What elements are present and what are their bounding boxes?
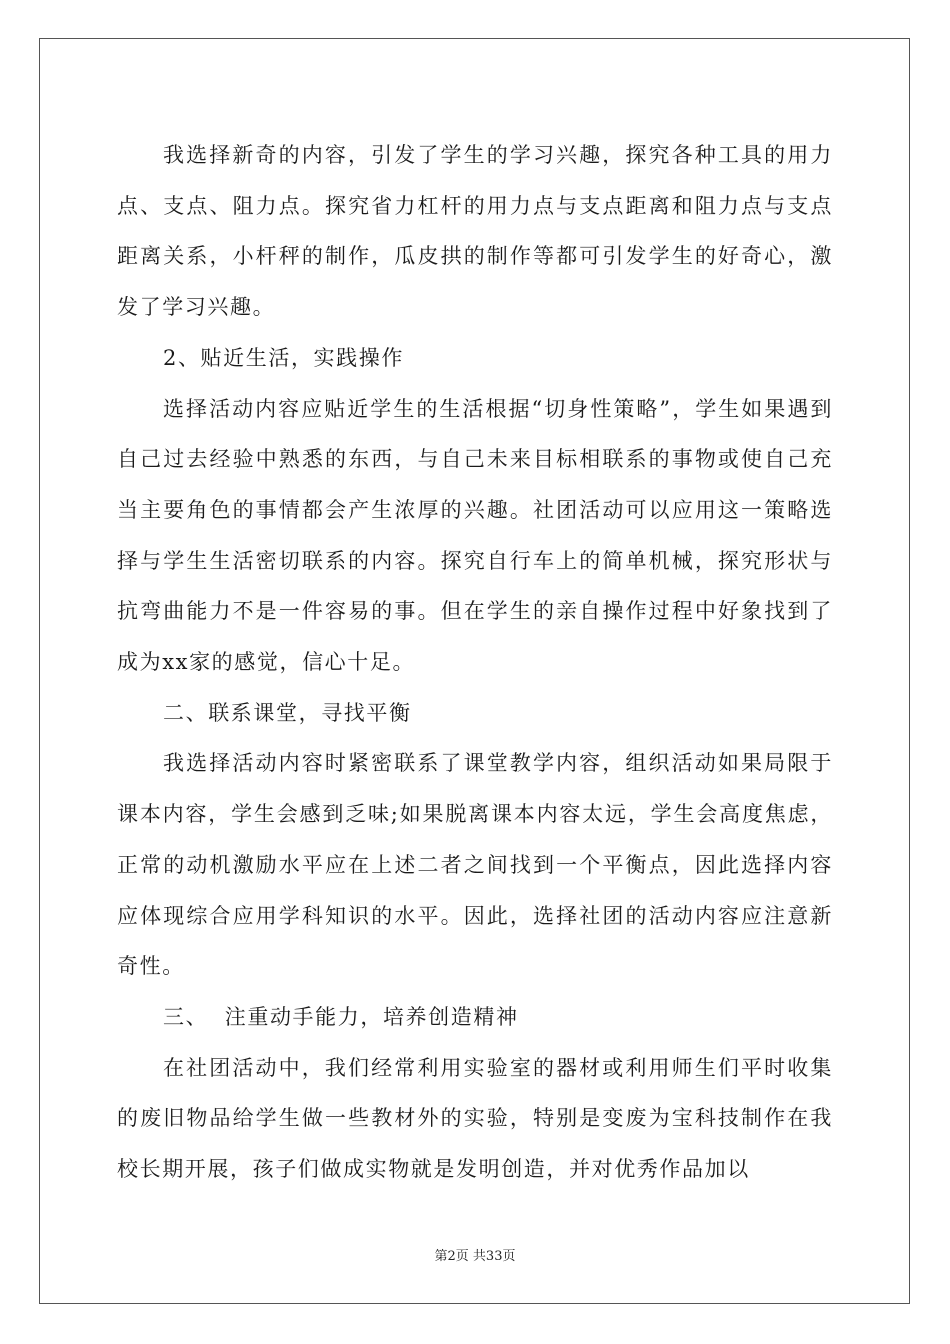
section-heading-link-classroom: 二、联系课堂，寻找平衡 [163,700,412,725]
document-body [117,130,833,1195]
paragraph-novel-content: 我选择新奇的内容，引发了学生的学习兴趣，探究各种工具的用力点、支点、阻力点。探究省力杠杆的用力点与支点距离和阻力点与支点距离关系，小杆秤的制作，瓜皮拱的制作等都可引发学生的好奇心，激发了学习兴趣。 [117,143,833,320]
paragraph-relevance-strategy: 选择活动内容应贴近学生的生活根据“切身性策略”，学生如果遇到自己过去经验中熟悉的东西，与自己未来目标相联系的事物或使自己充当主要角色的事情都会产生浓厚的兴趣。社团活动可以应用这一策略选择与学生生活密切联系的内容。探究自行车上的简单机械，探究形状与抗弯曲能力不是一件容易的事。但在学生的亲自操作过程中好象找到了成为xx家的感觉，信心十足。 [117,396,833,675]
page-number-footer: 第2页 共33页 [434,1249,516,1264]
paragraph-classroom-balance: 我选择活动内容时紧密联系了课堂教学内容，组织活动如果局限于课本内容，学生会感到乏味;如果脱离课本内容太远，学生会高度焦虑，正常的动机激励水平应在上述二者之间找到一个平衡点，因此选择内容应体现综合应用学科知识的水平。因此，选择社团的活动内容应注意新奇性。 [117,751,833,979]
paragraph-club-activities: 在社团活动中，我们经常利用实验室的器材或利用师生们平时收集的废旧物品给学生做一些教材外的实验，特别是变废为宝科技制作在我校长期开展，孩子们做成实物就是发明创造，并对优秀作品加以 [117,1055,833,1182]
section-heading-close-to-life: 2、贴近生活，实践操作 [163,345,404,370]
section-heading-hands-on: 三、 注重动手能力，培养创造精神 [163,1004,519,1029]
